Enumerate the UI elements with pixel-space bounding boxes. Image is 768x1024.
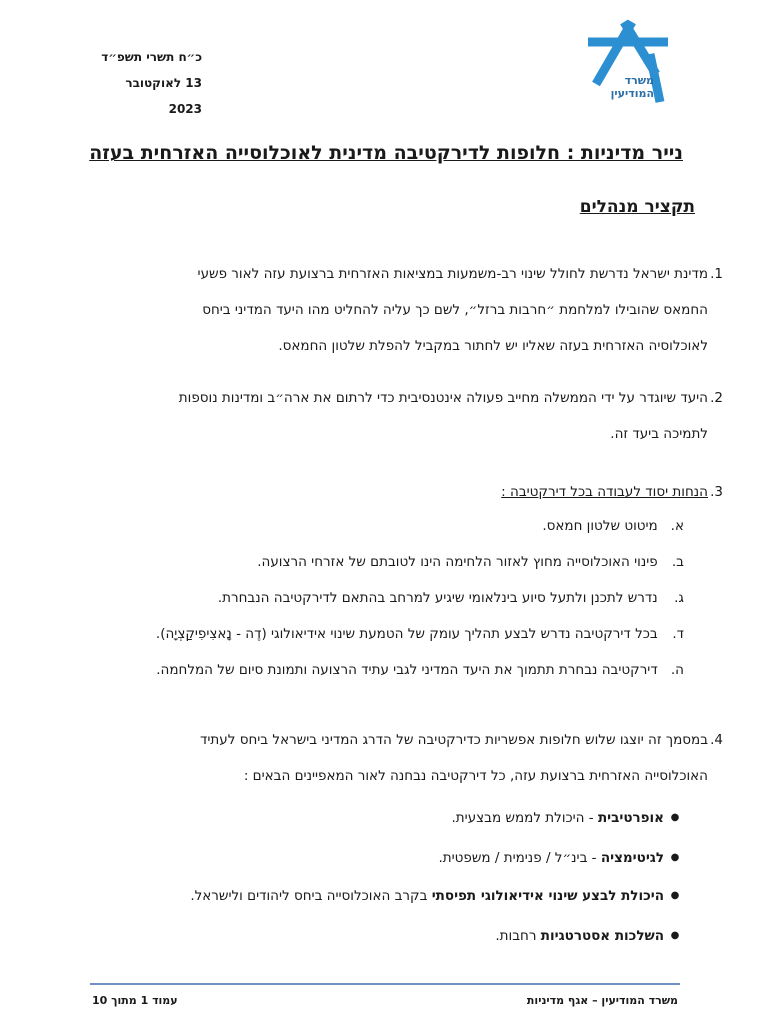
sub-item-mark: ה. <box>670 662 684 678</box>
page-title: נייר מדיניות : חלופות לדירקטיבה מדינית לאוכלוסייה האזרחית בעזה <box>89 142 683 164</box>
sub-item-mark: ב. <box>671 554 684 570</box>
sub-item <box>542 508 684 544</box>
bullet-text: בקרב האוכלוסייה ביחס ליהודים ולישראל. <box>190 888 432 904</box>
item-4-line: במסמך זה יוצגו שלוש חלופות אפשריות כדירקטיבה של הדרג המדיני בישראל ביחס לעתיד <box>200 732 708 748</box>
hebrew-date: כ״ח תשרי תשפ״ד <box>101 50 202 64</box>
sub-item-mark: ד. <box>672 626 684 642</box>
sub-item-mark: א. <box>670 518 684 534</box>
sub-item <box>218 580 684 616</box>
logo-text: משרד המודיעין <box>610 74 654 100</box>
item-2-line: לתמיכה ביעד זה. <box>610 426 708 442</box>
bullet-bold: היכולת לבצע שינוי אידיאולוגי תפיסתי <box>431 888 664 904</box>
bullet-text: - בינ״ל / פנימית / משפטית. <box>438 850 601 866</box>
item-number-4: 4. <box>710 732 723 748</box>
sub-item <box>156 616 684 652</box>
sub-item-mark: ג. <box>674 590 684 606</box>
item-4-text <box>98 722 708 794</box>
bullet-item <box>439 840 687 876</box>
bullet-icon: ● <box>670 852 680 863</box>
gregorian-date: 13 לאוקטובר 2023 <box>125 76 202 116</box>
header-dates <box>92 44 202 122</box>
sub-item <box>156 652 684 688</box>
bullet-item <box>452 800 686 836</box>
item-number-1: 1. <box>710 266 723 282</box>
item-1-line: החמאס שהובילו למלחמת ״חרבות ברזל״, לשם כך עליה להחליט מהו היעד המדיני ביחס <box>202 302 708 318</box>
bullet-bold: לגיטימציה <box>600 850 664 866</box>
item-3-heading: הנחות יסוד לעבודה בכל דירקטיבה : <box>501 484 708 500</box>
sub-item-text: פינוי האוכלוסייה מחוץ לאזור הלחימה הינו לטובתם של אזרחי הרצועה. <box>257 554 658 570</box>
item-1-text <box>98 256 708 364</box>
bullet-icon: ● <box>670 812 680 823</box>
section-subtitle: תקציר מנהלים <box>579 197 695 217</box>
item-4-line: האוכלוסייה האזרחית ברצועת עזה, כל דירקטיבה נבחנה לאור המאפיינים הבאים : <box>243 768 708 784</box>
bullet-icon: ● <box>670 890 680 901</box>
sub-item-text: דירקטיבה נבחרת תתמוך את היעד המדיני לגבי עתיד הרצועה ותמונת סיום של המלחמה. <box>156 662 658 678</box>
footer-page-number: עמוד 1 מתוך 10 <box>92 994 178 1007</box>
item-1-line: לאוכלוסיה האזרחית בעזה שאליו יש לחתור במקביל להפלת שלטון החמאס. <box>278 338 708 354</box>
footer-ministry: משרד המודיעין – אגף מדיניות <box>526 994 678 1007</box>
item-3-heading-wrap <box>98 474 708 510</box>
item-number-2: 2. <box>710 390 723 406</box>
item-2-line: היעד שיוגדר על ידי הממשלה מחייב פעולה אינטנסיבית כדי לרתום את ארה״ב ומדינות נוספות <box>178 390 708 406</box>
bullet-icon: ● <box>670 930 680 941</box>
bullet-item <box>190 878 686 914</box>
sub-item-text: מיטוט שלטון חמאס. <box>542 518 658 534</box>
sub-item <box>257 544 684 580</box>
bullet-text: - היכולת לממש מבצעית. <box>451 810 598 826</box>
bullet-text: רחבות. <box>495 928 541 944</box>
sub-item-text: נדרש לתכנן ולתעל סיוע בינלאומי שיגיע למרחב בהתאם לדירקטיבה הנבחרת. <box>217 590 658 606</box>
footer-divider <box>90 983 680 985</box>
bullet-bold: השלכות אסטרטגיות <box>540 928 664 944</box>
item-number-3: 3. <box>710 484 723 500</box>
sub-item-text: בכל דירקטיבה נדרש לבצע תהליך עומק של הטמעת שינוי אידיאולוגי (דֶה - נָאצִיפִיקַצְיָה). <box>155 626 658 642</box>
bullet-item <box>495 918 686 954</box>
bullet-bold: אופרטיבית <box>597 810 664 826</box>
item-2-text <box>98 380 708 452</box>
item-1-line: מדינת ישראל נדרשת לחולל שינוי רב-משמעות במציאות האזרחית ברצועת עזה לאור פשעי <box>197 266 708 282</box>
